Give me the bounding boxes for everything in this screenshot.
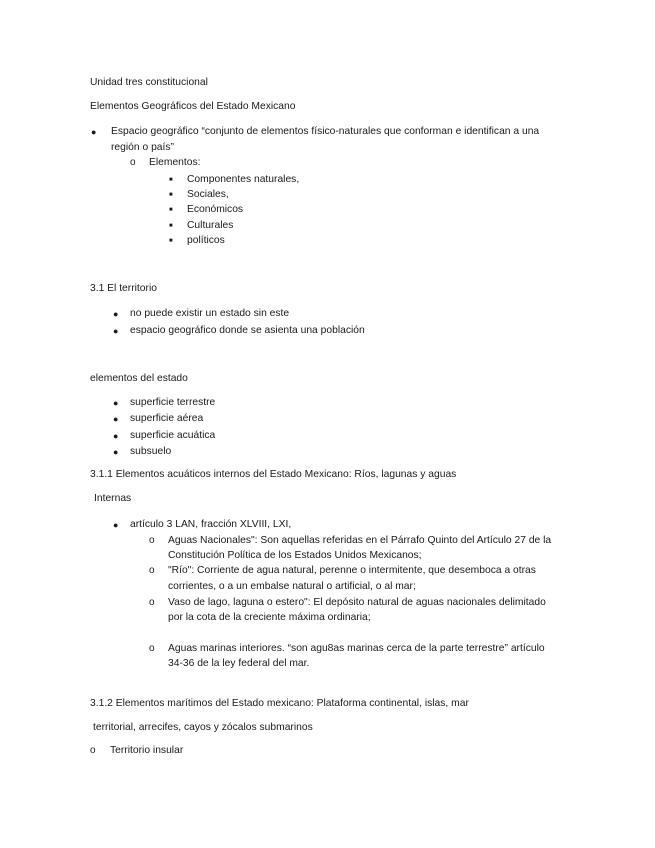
marinas-line-1: Aguas marinas interiores. “son agu8as marinas cerca de la parte terrestre” artículo <box>168 643 545 654</box>
list-item: Componentes naturales, <box>187 174 300 185</box>
bullet-marker: ● <box>113 326 119 336</box>
elementos-estado-heading: elementos del estado <box>90 373 188 384</box>
territorio-insular: Territorio insular <box>110 745 184 756</box>
document-title: Unidad tres constitucional <box>90 77 208 88</box>
square-marker: ■ <box>169 223 173 229</box>
circle-marker: o <box>90 745 96 756</box>
maritimos-heading-line-1: 3.1.2 Elementos marítimos del Estado mexicano: Plataforma continental, islas, mar <box>90 698 469 709</box>
bullet-marker: ● <box>113 414 119 424</box>
list-item: espacio geográfico donde se asienta una población <box>130 325 365 336</box>
square-marker: ■ <box>169 192 173 198</box>
bullet-marker: ● <box>113 520 119 530</box>
vaso-line-2: por la cota de la creciente máxima ordinaria; <box>168 612 371 623</box>
aguas-nacionales-line-2: Constitución Política de los Estados Unidos Mexicanos; <box>168 550 422 561</box>
list-item: políticos <box>187 235 225 246</box>
square-marker: ■ <box>169 238 173 244</box>
circle-marker: o <box>149 565 155 576</box>
elementos-label: Elementos: <box>149 157 201 168</box>
rio-line-1: "Río": Corriente de agua natural, perenne o intermitente, que desemboca a otras <box>168 565 536 576</box>
circle-marker: o <box>130 157 136 168</box>
espacio-line-1: Espacio geográfico “conjunto de elementos físico-naturales que conforman e identifican a una <box>111 126 540 137</box>
list-item: superficie aérea <box>130 413 204 424</box>
maritimos-heading-line-2: territorial, arrecifes, cayos y zócalos submarinos <box>93 722 313 733</box>
acuaticos-heading: 3.1.1 Elementos acuáticos internos del Estado Mexicano: Ríos, lagunas y aguas <box>90 469 457 480</box>
vaso-line-1: Vaso de lago, laguna o estero": El depósito natural de aguas nacionales delimitado <box>168 597 546 608</box>
bullet-marker: ● <box>91 127 97 137</box>
list-item: no puede existir un estado sin este <box>130 308 290 319</box>
circle-marker: o <box>149 597 155 608</box>
marinas-line-2: 34-36 de la ley federal del mar. <box>168 658 310 669</box>
square-marker: ■ <box>169 207 173 213</box>
list-item: superficie terrestre <box>130 397 216 408</box>
section-heading: Elementos Geográficos del Estado Mexicano <box>90 101 296 112</box>
square-marker: ■ <box>169 177 173 183</box>
circle-marker: o <box>149 643 155 654</box>
rio-line-2: corrientes, o a un embalse natural o artificial, o al mar; <box>168 581 416 592</box>
territorio-heading: 3.1 El territorio <box>90 283 157 294</box>
internas-label: Internas <box>94 493 132 504</box>
circle-marker: o <box>149 535 155 546</box>
list-item: superficie acuática <box>130 430 216 441</box>
bullet-marker: ● <box>113 431 119 441</box>
aguas-nacionales-line-1: Aguas Nacionales": Son aquellas referidas en el Párrafo Quinto del Artículo 27 de la <box>168 535 552 546</box>
espacio-line-2: región o país” <box>111 142 174 153</box>
bullet-marker: ● <box>113 447 119 457</box>
list-item: subsuelo <box>130 446 172 457</box>
list-item: Sociales, <box>187 189 229 200</box>
list-item: Económicos <box>187 204 244 215</box>
bullet-marker: ● <box>113 309 119 319</box>
articulo-line: artículo 3 LAN, fracción XLVIII, LXI, <box>130 519 292 530</box>
list-item: Culturales <box>187 220 234 231</box>
bullet-marker: ● <box>113 398 119 408</box>
